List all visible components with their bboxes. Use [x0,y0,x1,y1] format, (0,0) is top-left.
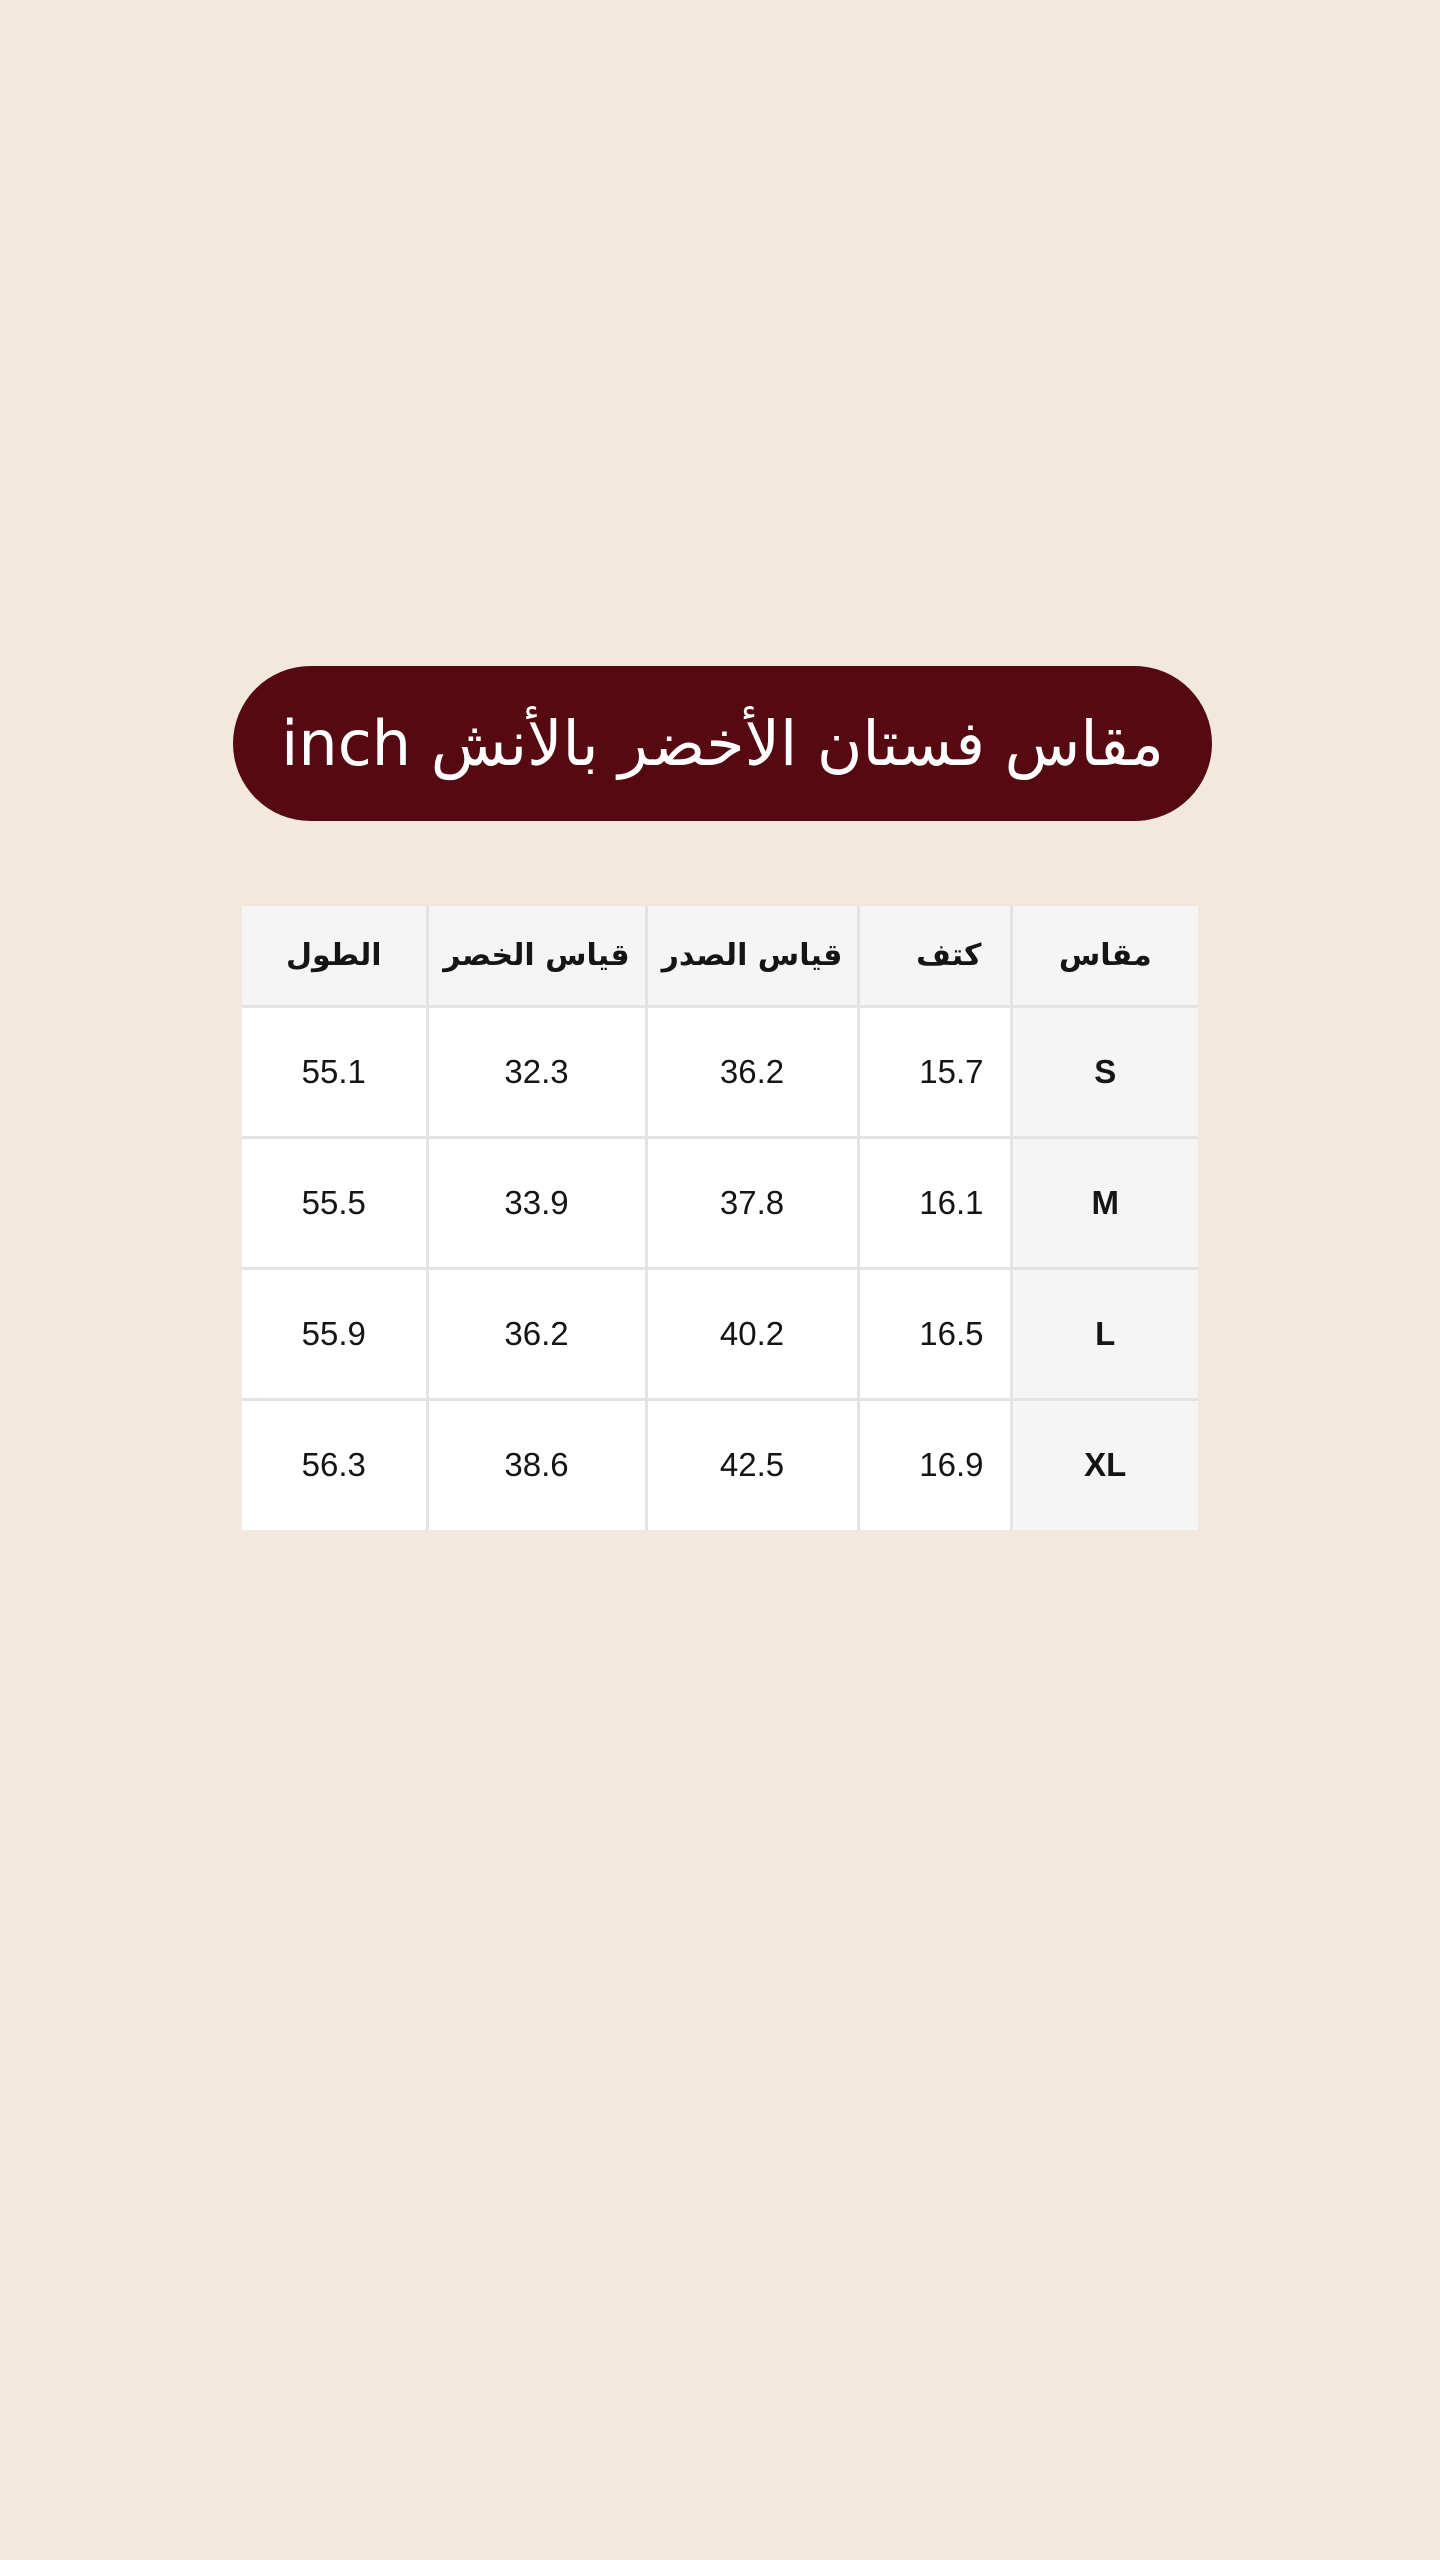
length-cell: 55.9 [242,1268,427,1399]
chest-cell: 42.5 [646,1399,858,1530]
table-row [242,1268,1198,1399]
column-header-waist: قياس الخصر [427,906,646,1006]
length-cell: 55.1 [242,1006,427,1137]
table-header-row [242,906,1198,1006]
column-header-shoulder: كتف [858,906,1011,1006]
chest-cell: 40.2 [646,1268,858,1399]
table-row [242,1006,1198,1137]
waist-cell: 32.3 [427,1006,646,1137]
size-cell: M [1011,1137,1198,1268]
shoulder-cell: 16.9 [858,1399,1011,1530]
waist-cell: 33.9 [427,1137,646,1268]
size-cell: S [1011,1006,1198,1137]
column-header-size: مقاس [1011,906,1198,1006]
chest-cell: 36.2 [646,1006,858,1137]
length-cell: 56.3 [242,1399,427,1530]
size-chart-table [242,906,1198,1530]
table-row [242,1399,1198,1530]
waist-cell: 36.2 [427,1268,646,1399]
waist-cell: 38.6 [427,1399,646,1530]
title-banner [233,666,1212,821]
column-header-chest: قياس الصدر [646,906,858,1006]
size-cell: XL [1011,1399,1198,1530]
size-cell: L [1011,1268,1198,1399]
shoulder-cell: 15.7 [858,1006,1011,1137]
column-header-length: الطول [242,906,427,1006]
chest-cell: 37.8 [646,1137,858,1268]
page-title: مقاس فستان الأخضر بالأنش inch [281,706,1164,780]
shoulder-cell: 16.1 [858,1137,1011,1268]
shoulder-cell: 16.5 [858,1268,1011,1399]
table-row [242,1137,1198,1268]
length-cell: 55.5 [242,1137,427,1268]
